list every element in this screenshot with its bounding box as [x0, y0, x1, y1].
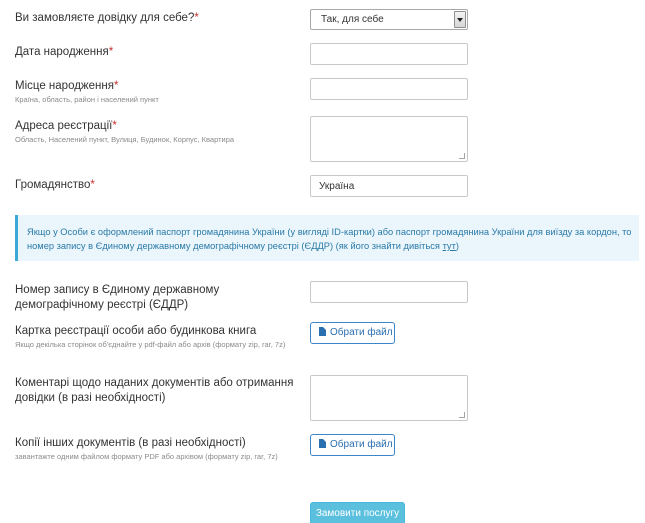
eddr-number-label: Номер запису в Єдиному державному демографічному реєстрі (ЄДДР) — [15, 284, 220, 311]
birth-date-input[interactable] — [310, 43, 468, 65]
citizenship-label: Громадянство* — [15, 179, 95, 191]
other-docs-label: Копії інших документів (в разі необхідності) завантажте одним файлом формату PDF або архівом (формату zip, rar, 7z) — [15, 436, 305, 462]
self-order-label: Ви замовляєте довідку для себе?* — [15, 12, 199, 24]
file-icon — [319, 439, 326, 448]
other-docs-hint: завантажте одним файлом формату PDF або архівом (формату zip, rar, 7z) — [15, 452, 278, 461]
self-order-selected-value: Так, для себе — [321, 14, 384, 25]
required-mark: * — [112, 120, 117, 132]
registration-card-label: Картка реєстрації особи або будинкова книга Якщо декілька сторінок об'єднайте у pdf-файл або архів (формату zip, rar, 7z) — [15, 324, 300, 350]
required-mark: * — [194, 12, 199, 24]
eddr-info-link[interactable]: тут — [442, 241, 456, 251]
eddr-number-input[interactable] — [310, 281, 468, 303]
required-mark: * — [108, 46, 114, 58]
chevron-down-icon[interactable] — [454, 11, 466, 28]
other-docs-file-button[interactable] — [310, 434, 395, 456]
citizenship-input[interactable] — [310, 175, 468, 197]
eddr-info-box — [15, 215, 639, 261]
birth-place-input[interactable] — [310, 78, 468, 100]
birth-date-label: Дата народження* — [15, 46, 114, 58]
self-order-select[interactable] — [310, 9, 468, 30]
comments-textarea[interactable] — [310, 375, 468, 421]
comments-label: Коментарі щодо наданих документів або отримання довідки (в разі необхідності) — [15, 377, 294, 404]
registration-card-hint: Якщо декілька сторінок об'єднайте у pdf-файл або архів (формату zip, rar, 7z) — [15, 340, 286, 349]
birth-place-label: Місце народження* Країна, область, район і населений пункт — [15, 80, 159, 104]
registration-address-hint: Область, Населений пункт, Вулиця, Будинок, Корпус, Квартира — [15, 135, 235, 144]
registration-address-textarea[interactable] — [310, 116, 468, 162]
registration-card-file-button[interactable] — [310, 322, 395, 344]
required-mark: * — [90, 179, 95, 191]
required-mark: * — [113, 80, 119, 92]
submit-button[interactable]: Замовити послугу — [310, 502, 405, 523]
file-icon — [319, 327, 326, 336]
eddr-info-text: Якщо у Особи є оформлений паспорт громадянина України (у вигляді ID-картки) або паспорт громадянина України для виїзду за кордон, то номер запису в Єдиному державному демографічному реєстрі (ЄДДР) (як його знайти дивіться — [27, 227, 632, 251]
eddr-info-suffix: ) — [455, 241, 459, 251]
birth-place-hint: Країна, область, район і населений пункт — [15, 95, 159, 104]
file-button-label: Обрати файл — [330, 327, 393, 338]
registration-address-label: Адреса реєстрації* Область, Населений пункт, Вулиця, Будинок, Корпус, Квартира — [15, 120, 235, 144]
file-button-label: Обрати файл — [330, 439, 393, 450]
